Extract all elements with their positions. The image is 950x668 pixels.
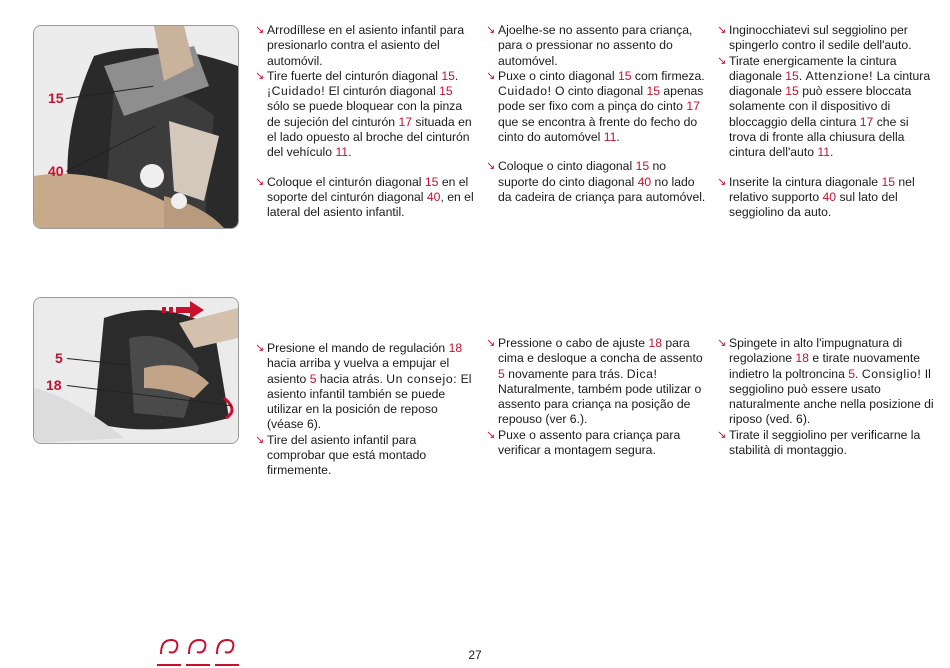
instruction-text: Coloque el cinturón diagonal [267, 174, 425, 189]
adjustment-photo-illustration [34, 298, 238, 443]
arrow-bullet-icon: ↘ [717, 428, 727, 441]
part-reference-number: 15 [785, 68, 799, 83]
instruction-text: Puxe o assento para criança para verificar a montagem segura. [498, 427, 681, 458]
arrow-bullet-icon: ↘ [486, 160, 496, 173]
instruction-text: hacia arriba y vuelva a empujar el asiento [267, 356, 450, 386]
instruction-text: La cintura diagonale [729, 68, 931, 99]
instruction-step [717, 175, 939, 221]
part-reference-number: 15 [785, 84, 799, 99]
instruction-step [486, 159, 708, 205]
callout-label: 15 [48, 90, 64, 106]
column-portuguese [486, 336, 708, 458]
note-label: Cuidado! [498, 84, 552, 99]
instruction-text: , en el lateral del asiento infantil. [267, 189, 474, 220]
part-reference-number: 18 [448, 341, 463, 355]
part-reference-number: 15 [635, 159, 650, 174]
instruction-text: Presione el mando de regulación [267, 341, 449, 355]
column-spanish [255, 341, 477, 479]
part-reference-number: 40 [637, 174, 652, 189]
note-label: Dica! [626, 366, 658, 381]
instruction-text: novamente para trás. [504, 366, 627, 381]
part-reference-number: 40 [822, 189, 837, 204]
instruction-text: che si trova di fronte alla chiusura della cintura dell'auto [729, 114, 909, 160]
note-label: ¡Cuidado! [267, 84, 326, 99]
instruction-text: apenas pode ser fixo com a pinça do cinto [498, 84, 704, 114]
instruction-text: . [616, 130, 620, 145]
part-reference-number: 11 [603, 130, 617, 145]
instruction-step [486, 336, 708, 428]
arrow-bullet-icon: ↘ [717, 54, 727, 67]
instruction-text: può essere bloccata solamente con il dispositivo di bloccaggio della cintura [729, 84, 912, 129]
column-italian [717, 336, 939, 458]
instruction-text: . [830, 145, 834, 160]
instruction-text: Coloque o cinto diagonal [498, 159, 636, 174]
instruction-text: que se encontra à frente do fecho do cinto do automóvel [498, 114, 698, 145]
instruction-text: El cinturón diagonal [325, 84, 440, 99]
part-reference-number: 40 [426, 189, 441, 204]
arrow-bullet-icon: ↘ [255, 24, 265, 36]
note-label: Attenzione! [805, 68, 874, 83]
part-reference-number: 5 [848, 366, 856, 381]
instruction-text: Tire fuerte del cinturón diagonal [267, 68, 442, 83]
instruction-text: sul lato del seggiolino da auto. [729, 189, 898, 220]
part-reference-number: 15 [439, 84, 453, 99]
part-reference-number: 18 [795, 351, 809, 366]
instruction-text: en el soporte del cinturón diagonal [267, 174, 469, 204]
arrow-bullet-icon: ↘ [486, 337, 496, 349]
page-number: 27 [468, 648, 482, 662]
part-reference-number: 5 [498, 366, 505, 381]
instruction-step [255, 341, 477, 433]
arrow-bullet-icon: ↘ [717, 24, 727, 36]
instruction-step [717, 54, 939, 161]
instruction-text: situada en el lado opuesto al broche del cinturón del vehículo [267, 114, 472, 160]
instruction-text: Inginocchiatevi sul seggiolino per spingerlo contro il sedile dell'auto. [729, 23, 912, 53]
instruction-text: Arrodíllese en el asiento infantil para presionarlo contra el asiento del automóvil. [267, 23, 465, 68]
instruction-text: com firmeza. [631, 68, 705, 83]
instruction-text: Il seggiolino può essere usato naturalmente anche nella posizione di riposo (ved. 6). [729, 366, 934, 427]
instruction-step [255, 23, 477, 69]
instruction-step [486, 428, 708, 459]
instruction-step [717, 336, 939, 428]
part-reference-number: 15 [646, 84, 661, 99]
part-reference-number: 18 [648, 336, 662, 350]
instruction-text: O cinto diagonal [551, 84, 647, 99]
part-reference-number: 5 [309, 371, 317, 386]
belt-photo-illustration [34, 26, 238, 228]
column-spanish [255, 23, 477, 221]
instruction-text: Naturalmente, também pode utilizar o assento para criança na posição de repouso (ver 6.). [498, 381, 702, 427]
arrow-bullet-icon: ↘ [717, 337, 727, 349]
instruction-text: El asiento infantil también se puede utilizar en la posición de reposo (véase 6). [267, 371, 472, 432]
note-label: Un consejo: [386, 371, 458, 386]
instruction-text: . [348, 145, 352, 160]
instruction-text: Spingete in alto l'impugnatura di regolazione [729, 336, 903, 366]
instruction-text: no lado da cadeira de criança para automóvel. [498, 174, 706, 204]
arrow-bullet-icon: ↘ [255, 175, 265, 188]
instruction-text: . [454, 68, 459, 83]
part-reference-number: 17 [859, 114, 874, 129]
arrow-bullet-icon: ↘ [486, 69, 496, 82]
column-italian [717, 23, 939, 221]
arrow-bullet-icon: ↘ [717, 175, 727, 188]
instruction-text: Tirate energicamente la cintura diagonale [729, 53, 897, 83]
instruction-text: sólo se puede bloquear con la pinza de sujeción del cinturón [267, 99, 463, 129]
instruction-step [486, 69, 708, 145]
instruction-text: no suporte do cinto diagonal [498, 159, 667, 189]
instruction-text: Inserite la cintura diagonale [729, 174, 882, 189]
instruction-text: . [855, 366, 862, 381]
arrow-bullet-icon: ↘ [486, 24, 496, 36]
part-reference-number: 15 [617, 68, 632, 83]
callout-label: 40 [48, 163, 64, 179]
column-portuguese [486, 23, 708, 205]
arrow-bullet-icon: ↘ [255, 433, 265, 446]
instruction-text: Tire del asiento infantil para comprobar que está montado firmemente. [267, 432, 427, 478]
part-reference-number: 11 [335, 145, 349, 160]
instruction-text: e tirate nuovamente indietro la poltroncina [729, 351, 921, 381]
arrow-bullet-icon: ↘ [255, 342, 265, 354]
part-reference-number: 17 [398, 114, 413, 129]
figure-belt-placement [33, 25, 239, 229]
instruction-text: Puxe o cinto diagonal [498, 68, 618, 83]
instruction-text: . [798, 68, 806, 83]
part-reference-number: 11 [817, 145, 831, 160]
callout-label: 5 [55, 350, 63, 366]
part-reference-number: 15 [881, 174, 896, 189]
figure-seat-adjustment [33, 297, 239, 444]
instruction-step [255, 175, 477, 221]
instruction-text: Pressione o cabo de ajuste [498, 336, 649, 350]
instruction-step [717, 23, 939, 54]
instruction-text: para cima e desloque a concha de assento [498, 336, 703, 366]
instruction-step [255, 69, 477, 161]
callout-label: 18 [46, 377, 62, 393]
part-reference-number: 15 [424, 174, 439, 189]
instruction-text: Ajoelhe-se no assento para criança, para o pressionar no assento do automóvel. [498, 23, 693, 68]
arrow-bullet-icon: ↘ [255, 69, 265, 82]
note-label: Consiglio! [861, 366, 922, 381]
part-reference-number: 15 [441, 68, 455, 83]
instruction-step [717, 428, 939, 459]
instruction-text: Tirate il seggiolino per verificarne la stabilità di montaggio. [729, 427, 921, 458]
instruction-text: hacia atrás. [316, 371, 387, 386]
instruction-step [486, 23, 708, 69]
part-reference-number: 17 [686, 99, 700, 114]
instruction-text: nel relativo supporto [729, 174, 915, 204]
instruction-step [255, 433, 477, 479]
arrow-bullet-icon: ↘ [486, 428, 496, 441]
